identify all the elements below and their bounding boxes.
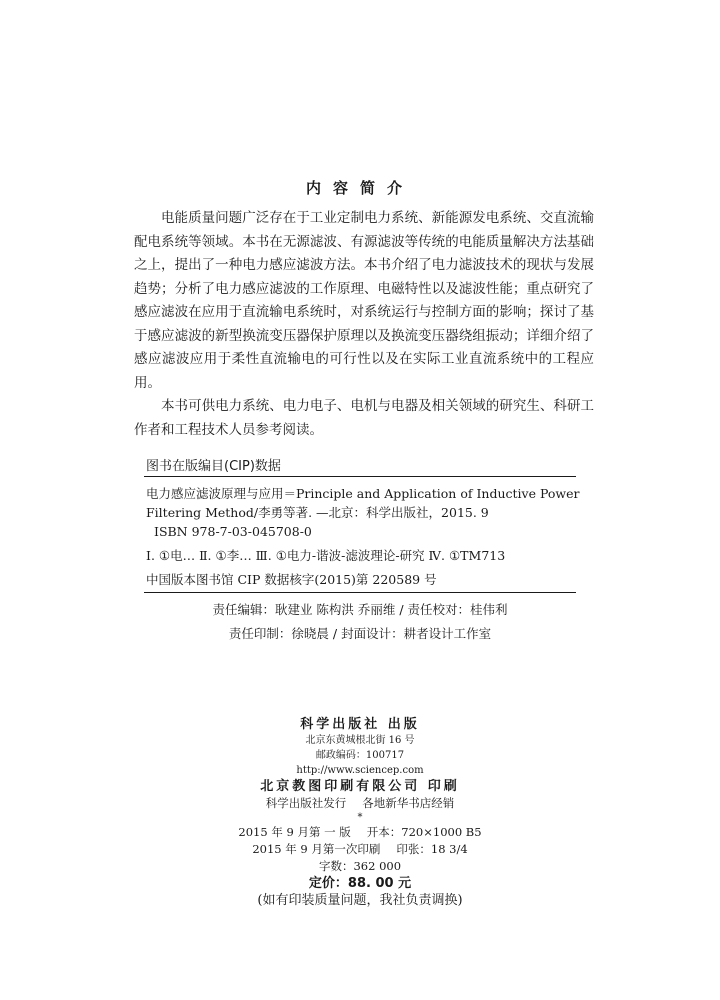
print-sheets: 印张：18 3/4 [396, 842, 468, 856]
quality-note: (如有印装质量问题，我社负责调换) [257, 893, 463, 908]
printer-line: 北京教图印刷有限公司 印刷 [260, 779, 460, 794]
publisher-line: 科学出版社 出版 [300, 717, 420, 732]
credits-line-1: 责任编辑：耿建业 陈构洪 乔丽维 / 责任校对：桂伟利 [212, 602, 508, 617]
publisher-website: http://www.sciencep.com [296, 765, 424, 776]
distribution-line [266, 795, 455, 812]
content-summary-title: 内容简介 [305, 179, 414, 197]
book-format: 开本：720×1000 B5 [366, 825, 482, 839]
intro-paragraph-1: 电能质量问题广泛存在于工业定制电力系统、新能源发电系统、交直流输配电系统等领域。本书在无源滤波、有源滤波等传统的电能质量解决方法基础之上，提出了一种电力感应滤波方法。本书介绍了电力滤波技术的现状与发展趋势；分析了电力感应滤波的工作原理、电磁特性以及滤波性能；重点研究了感应滤波在应用于直流输电系统时，对系统运行与控制方面的影响；探讨了基于感应滤波的新型换流变压器保护原理以及换流变压器绕组振动；详细介绍了感应滤波应用于柔性直流输电的可行性以及在实际工业直流系统中的工程应用。 [134, 210, 594, 391]
cip-record [146, 484, 580, 589]
printing-date: 2015 年 9 月第一次印刷 [252, 842, 381, 856]
printing-line [252, 841, 467, 858]
publisher-postcode: 邮政编码：100717 [315, 750, 405, 761]
cip-classification: Ⅰ. ①电… Ⅱ. ①李… Ⅲ. ①电力-谐波-滤波理论-研究 Ⅳ. ①TM713 [146, 548, 506, 563]
intro-paragraph-2: 本书可供电力系统、电力电子、电机与电器及相关领域的研究生、科研工作者和工程技术人员参考阅读。 [134, 398, 594, 438]
edition-line [238, 824, 481, 841]
editorial-credits [0, 598, 720, 646]
content-summary [134, 207, 594, 442]
cip-isbn: ISBN 978-7-03-045708-0 [154, 524, 312, 539]
cip-library-record: 中国版本图书馆 CIP 数据核字(2015)第 220589 号 [146, 572, 437, 587]
publication-info [0, 716, 720, 909]
publisher-address: 北京东黄城根北街 16 号 [305, 735, 415, 746]
cip-heading: 图书在版编目(CIP)数据 [146, 459, 281, 474]
distribution-publisher: 科学出版社发行 [265, 796, 347, 810]
credits-line-2: 责任印制：徐晓晨 / 封面设计：耕者设计工作室 [228, 626, 492, 641]
cip-top-rule [144, 476, 576, 477]
distribution-retail: 各地新华书店经销 [362, 796, 455, 810]
price: 定价：88. 00 元 [308, 876, 412, 891]
edition-date: 2015 年 9 月第 一 版 [238, 825, 351, 839]
cip-title-line-1: 电力感应滤波原理与应用＝Principle and Application of Inductive Power [146, 486, 580, 501]
word-count: 字数：362 000 [318, 859, 402, 873]
cip-bottom-rule [144, 592, 576, 593]
separator-star: * [357, 812, 363, 823]
cip-title-line-2: Filtering Method/李勇等著. —北京：科学出版社，2015. 9 [146, 505, 489, 520]
